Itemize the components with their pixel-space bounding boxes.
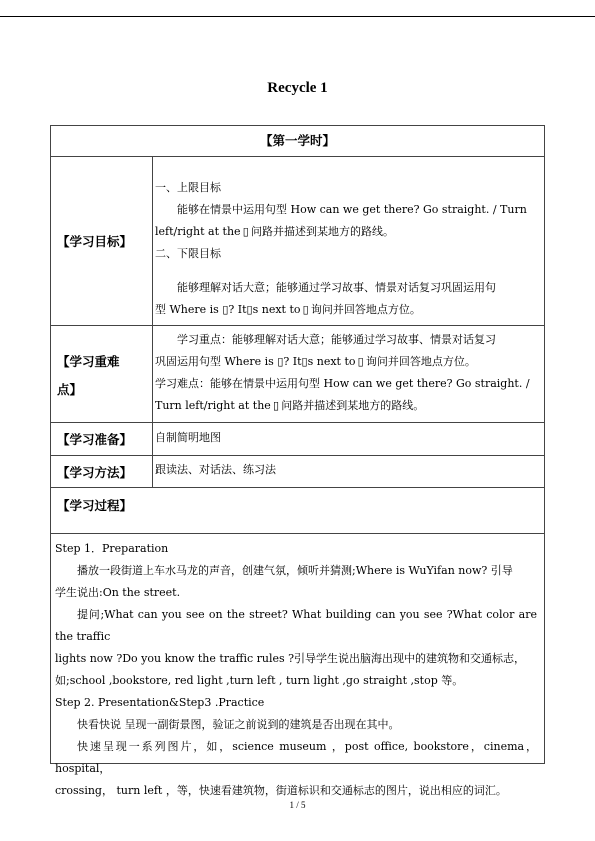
goals-label: 【学习目标】	[51, 157, 153, 325]
step1-title: Step 1．Preparation	[55, 542, 169, 555]
method-label: 【学习方法】	[51, 456, 153, 487]
step2-para2-a: 快速呈现一系列图片，如，science museum ，post office, bookstore，cinema，hospital，	[55, 740, 537, 775]
page-title: Recycle 1	[267, 80, 328, 96]
upper-goal-heading: 一、上限目标	[155, 181, 221, 194]
goals-content	[155, 177, 540, 321]
spacer	[155, 265, 540, 277]
method-row	[50, 456, 545, 488]
key-point-line-4: Turn left/right at the ▯ 问路并描述到某地方的路线。	[155, 399, 425, 412]
process-row	[50, 488, 545, 534]
key-point-line-2: 巩固运用句型 Where is ▯? It▯s next to ▯ 询问并回答地点方位。	[155, 355, 476, 368]
steps-content	[55, 538, 537, 802]
key-points-label-line-2: 点】	[57, 382, 83, 397]
key-points-label	[51, 326, 153, 422]
prep-text: 自制简明地图	[155, 431, 221, 444]
process-label: 【学习过程】	[57, 498, 133, 513]
prep-row	[50, 423, 545, 456]
step2-para1: 快看快说 呈现一副街景图，验证之前说到的建筑是否出现在其中。	[77, 718, 400, 731]
upper-goal-text-1: 能够在情景中运用句型 How can we get there? Go straight. / Turn	[177, 203, 527, 216]
key-points-label-line-1: 【学习重难	[57, 354, 120, 369]
key-points-content	[155, 329, 540, 417]
upper-goal-text-2: left/right at the ▯ 问路并描述到某地方的路线。	[155, 225, 394, 238]
step2-para2-b: crossing， turn left ，等，快速看建筑物，街道标识和交通标志的图片，说出相应的词汇。	[55, 784, 507, 797]
step1-para2-a: 提问;What can you see on the street? What building can you see ?What color are the traffic	[55, 608, 537, 643]
step2-title: Step 2. Presentation&Step3 .Practice	[55, 696, 265, 709]
lower-goal-text-2: 型 Where is ▯? It▯s next to ▯ 询问并回答地点方位。	[155, 303, 421, 316]
key-point-line-3: 学习难点：能够在情景中运用句型 How can we get there? Go straight. /	[155, 377, 530, 390]
lower-goal-text-1: 能够理解对话大意；能够通过学习故事、情景对话复习巩固运用句	[177, 281, 496, 294]
prep-label: 【学习准备】	[51, 423, 153, 455]
session-header: 【第一学时】	[50, 125, 545, 157]
step1-para1-a: 播放一段街道上车水马龙的声音，创建气氛，倾听并猜测;Where is WuYifan now? 引导	[77, 564, 513, 577]
key-point-line-1: 学习重点：能够理解对话大意；能够通过学习故事、情景对话复习	[177, 333, 496, 346]
lower-goal-heading: 二、下限目标	[155, 247, 221, 260]
step1-para2-b: lights now ?Do you know the traffic rules ?引导学生说出脑海出现中的建筑物和交通标志，	[55, 652, 526, 665]
page-number: 1 / 5	[289, 800, 306, 810]
step1-para1-b: 学生说出:On the street.	[55, 586, 181, 599]
key-points-row	[50, 326, 545, 423]
top-rule	[0, 16, 595, 17]
goals-row	[50, 157, 545, 326]
step1-para2-c: 如;school ,bookstore, red light ,turn left , turn light ,go straight ,stop 等。	[55, 674, 464, 687]
method-text: 跟读法、对话法、练习法	[155, 463, 276, 476]
